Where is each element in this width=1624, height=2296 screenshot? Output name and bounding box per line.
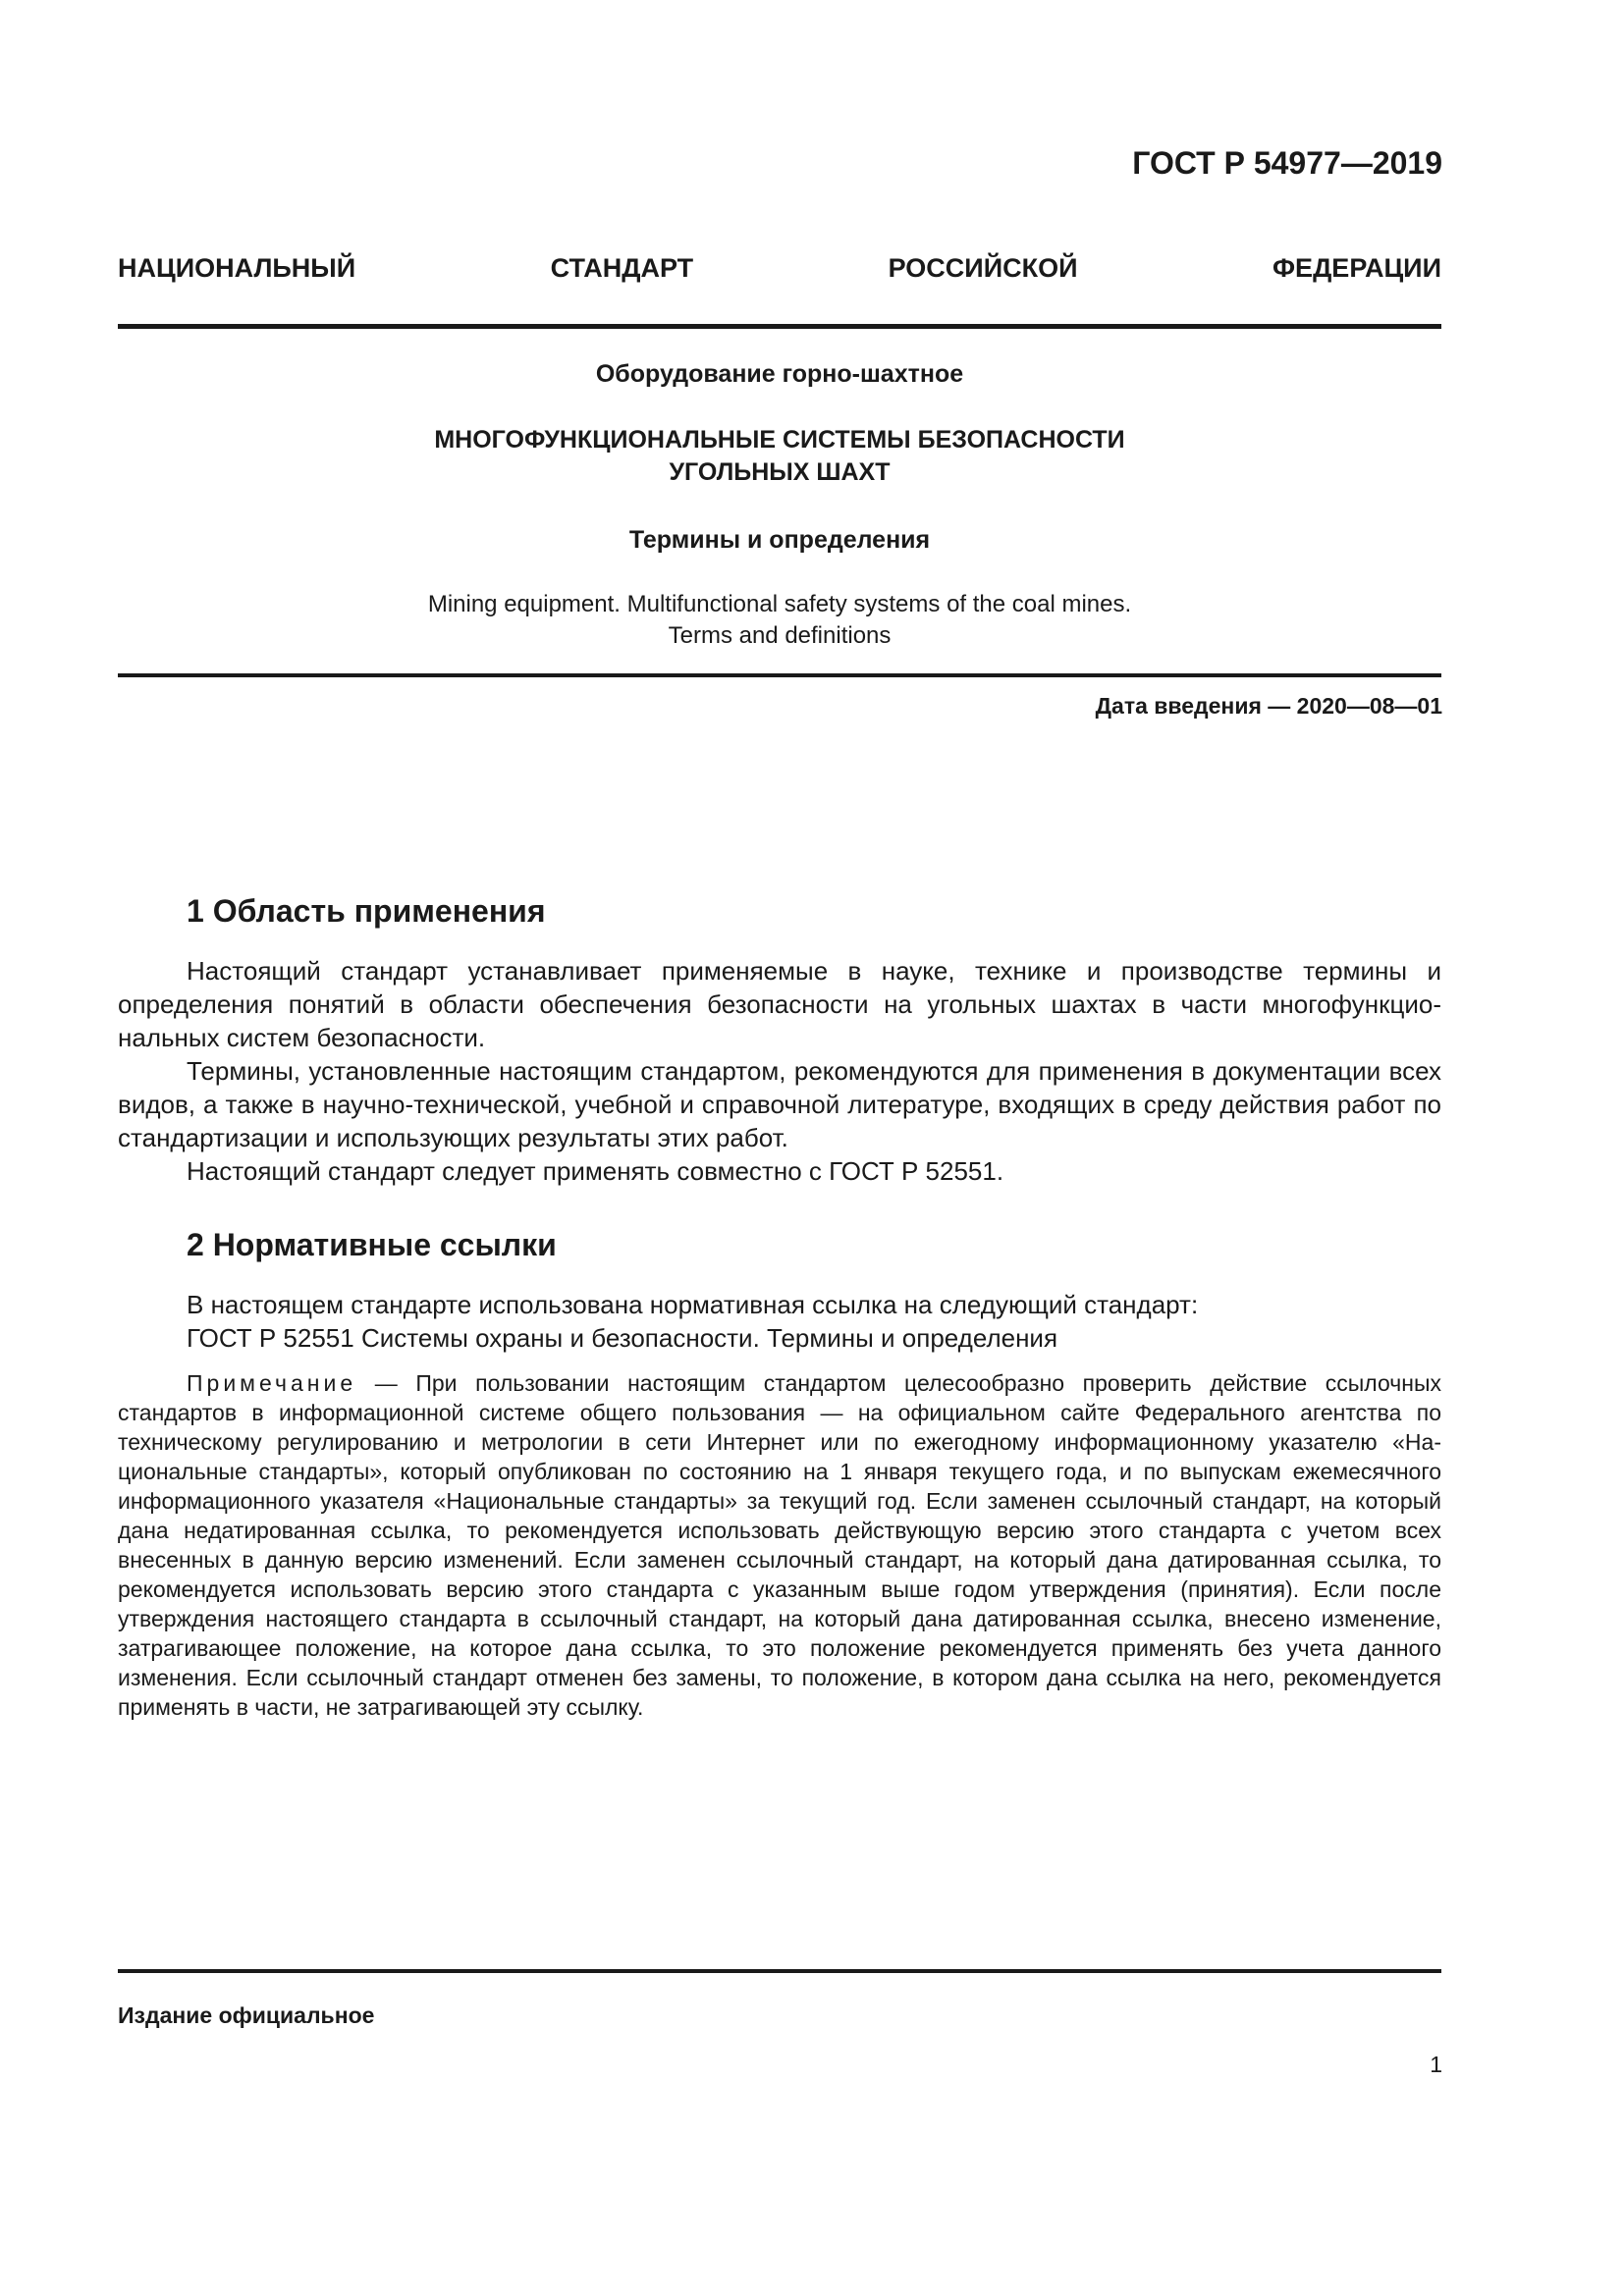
section-2-body [118, 1288, 1441, 1355]
main-title-line: УГОЛЬНЫХ ШАХТ [669, 458, 891, 486]
reference-entry: ГОСТ Р 52551 Системы охраны и безопасности. Термины и определения [187, 1323, 1058, 1353]
banner-word: ФЕДЕРАЦИИ [1272, 253, 1441, 283]
subtitle: Термины и определения [628, 526, 931, 554]
paragraph: Настоящий стандарт устанавливает применяемые в науке, технике и производстве термины и определения понятий в области обеспечения безопасности на угольных шахтах в части многофункциональных систем безопасности. [118, 956, 1441, 1052]
paragraph: В настоящем стандарте использована нормативная ссылка на следующий стандарт: [187, 1290, 1199, 1319]
footer-divider [118, 1969, 1441, 1973]
header-divider [118, 324, 1441, 329]
banner-word: НАЦИОНАЛЬНЫЙ [118, 253, 356, 283]
document-number: ГОСТ Р 54977—2019 [1132, 145, 1442, 181]
english-title [118, 589, 1441, 652]
edition-label: Издание официальное [118, 2002, 375, 2028]
paragraph: Настоящий стандарт следует применять совместно с ГОСТ Р 52551. [187, 1156, 1004, 1186]
paragraph: Термины, установленные настоящим стандартом, рекомендуются для применения в документации всех видов, а также в научно-технической, учебной и справочной литературе, входящих в среду действия работ по стандартизации и использующих результаты этих работ. [118, 1056, 1441, 1152]
banner-word: СТАНДАРТ [550, 253, 694, 283]
note [118, 1368, 1441, 1722]
page-number: 1 [1430, 2052, 1442, 2077]
equipment-title: Оборудование горно-шахтное [595, 360, 964, 388]
main-title-line: МНОГОФУНКЦИОНАЛЬНЫЕ СИСТЕМЫ БЕЗОПАСНОСТИ [434, 426, 1125, 454]
note-paragraph [118, 1368, 1441, 1722]
main-title [118, 424, 1441, 489]
introduction-date: Дата введения — 2020—08—01 [1095, 693, 1442, 719]
section-1-body [118, 954, 1441, 1188]
english-title-line: Terms and definitions [668, 622, 892, 649]
title-divider [118, 673, 1441, 677]
national-standard-banner [118, 253, 1441, 284]
note-label: Примечание [187, 1370, 357, 1396]
banner-word: РОССИЙСКОЙ [888, 253, 1078, 283]
note-text: — При пользовании настоящим стандартом целесообразно проверить действие ссылочных стандартов в информационной системе общего пользования — на официальном сайте Федерального агентства по техническому регулированию и метрологии в сети Интернет или по ежегодному информационному указателю «Национальные стандарты», который опубликован по состоянию на 1 января текущего года, и по выпускам ежемесячного информационного указателя «Национальные стандарты» за текущий год. Если заменен ссылочный стандарт, на который дана недатированная ссылка, то рекомендуется использовать действующую версию этого стандарта с учетом всех внесенных в данную версию изменений. Если заменен ссылочный стандарт, на который дана датированная ссылка, то рекомендуется использовать версию этого стандарта с указанным выше годом утверждения (принятия). Если после утверждения настоящего стандарта в ссылочный стандарт, на который дана датированная ссылка, внесено изменение, затрагивающее положение, на которое дана ссылка, то это положение рекомендуется применять без учета данного изменения. Если ссылочный стандарт отменен без замены, то положение, в котором дана ссылка на него, рекомендуется применять в части, не затрагивающей эту ссылку. [118, 1370, 1441, 1720]
section-2-heading: 2 Нормативные ссылки [187, 1227, 557, 1262]
english-title-line: Mining equipment. Multifunctional safety systems of the coal mines. [427, 591, 1132, 617]
section-1-heading: 1 Область применения [187, 893, 546, 929]
